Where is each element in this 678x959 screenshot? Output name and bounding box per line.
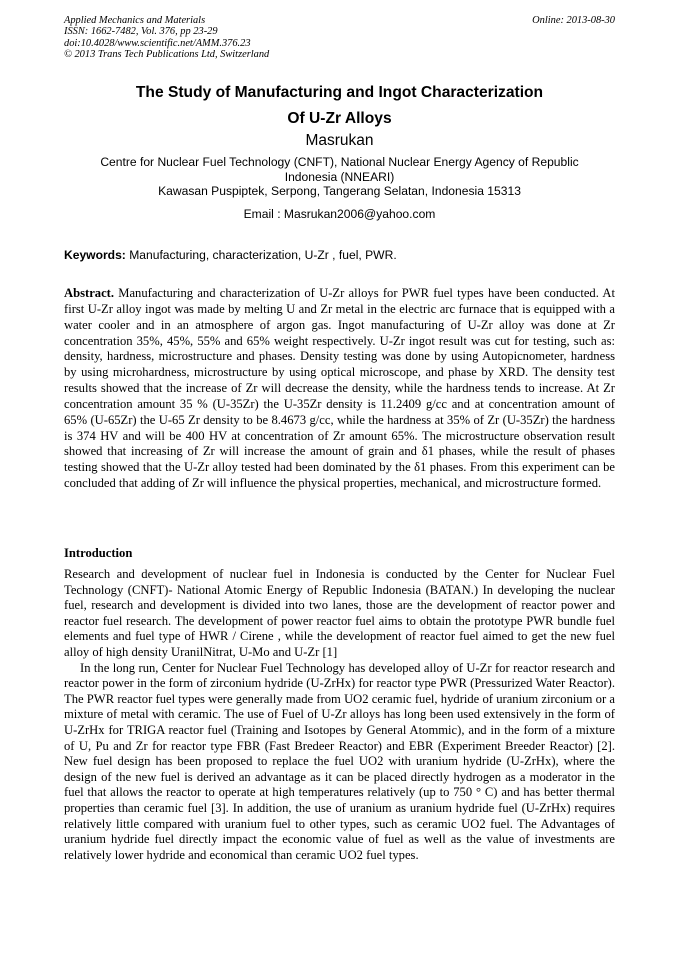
journal-header [64, 15, 615, 61]
section-heading-introduction: Introduction [64, 546, 133, 560]
introduction-body [64, 567, 615, 863]
journal-issn: ISSN: 1662-7482, Vol. 376, pp 23-29 [64, 26, 218, 38]
affiliation-line-1: Centre for Nuclear Fuel Technology (CNFT), National Nuclear Energy Agency of Republic [100, 155, 579, 169]
abstract [64, 286, 615, 492]
keywords [64, 248, 615, 262]
keywords-text: Manufacturing, characterization, U-Zr , fuel, PWR. [125, 248, 397, 262]
paper-title-line-2: Of U-Zr Alloys [287, 110, 392, 127]
author-email: Email : Masrukan2006@yahoo.com [243, 207, 436, 221]
introduction-paragraph-2: In the long run, Center for Nuclear Fuel Technology has developed alloy of U-Zr for reactor research and reactor power in the form of zirconium hydride (U-ZrHx) for reactor type PWR (Pressurized Water Reactor). The PWR reactor fuel types were generally made from UO2 ceramic fuel, hydride of uranium zirconium or a mixture of metal with ceramic. The use of Fuel of U-Zr alloys has long been used extensively in the form of U-ZrHx for TRIGA reactor fuel (Training and Isotopes by General Atommic), and in the form of a mixture of U, Pu and Zr for reactor type FBR (Fast Bredeer Reactor) and EBR (Experiment Breeder Reactor) [2]. New fuel design has been proposed to replace the fuel UO2 with uranium hydride (U-ZrHx), where the design of the new fuel is derived an advantage as it can be placed directly hydrogen as a moderator in the fuel that allows the reactor to operate at high temperatures relatively (up to 750 ° C) and has better thermal properties than ceramic fuel [3]. In addition, the use of uranium as uranium hydride fuel (U-ZrHx) requires relatively little compared with uranium fuel to other types, such as ceramic UO2 fuel. The Advantages of uranium hydride fuel directly impact the economic value of fuel as well as the value of investments are relatively lower hydride and economical than ceramic UO2 fuel types. [64, 660, 615, 862]
author-name: Masrukan [305, 132, 374, 149]
paper-title [64, 80, 615, 132]
keywords-label: Keywords: [64, 248, 126, 262]
journal-doi: doi:10.4028/www.scientific.net/AMM.376.23 [64, 37, 251, 49]
author-affiliation [64, 155, 615, 199]
introduction-paragraph-1: Research and development of nuclear fuel in Indonesia is conducted by the Center for Nuclear Fuel Technology (CNFT)- National Atomic Energy of Republic Indonesia (BATAN.) In developing the nuclear fuel, research and development is divided into two lanes, those are the development of reactor power and reactor fuel research. The development of power reactor fuel aims to obtain the prototype PWR bundle fuel elements and fuel type of HWR / Cirene , while the development of reactor fuel aimed to get the new fuel alloy of high density UranilNitrat, U-Mo and U-Zr [1] [64, 567, 615, 659]
affiliation-line-3: Kawasan Puspiptek, Serpong, Tangerang Selatan, Indonesia 15313 [158, 184, 521, 199]
online-date: Online: 2013-08-30 [532, 15, 615, 26]
abstract-text: Manufacturing and characterization of U-Zr alloys for PWR fuel types have been conducted. At first U-Zr alloy ingot was made by melting U and Zr metal in the electric arc furnace that is equipped with a water cooler and in an atmosphere of argon gas. Ingot manufacturing of U-Zr alloy was done at Zr concentration 35%, 45%, 55% and 65% weight respectively. U-Zr ingot result was cut for testing, such as: density, hardness, microstructure and phases. Density testing was done by using Autopicnometer, hardness by using microhardness, microstructure by using optical microscope, and phase by XRD. The density test results showed that the increase of Zr will decrease the density, while the hardness tends to increase. At Zr concentration amount 35 % (U-35Zr) the U-35Zr density is 11.2409 g/cc and at concentration amount of 65% (U-65Zr) the U-65 Zr density to be 8.4673 g/cc, while the hardness at 35% of Zr (U-35Zr) the hardness is 374 HV and will be 400 HV at concentration of Zr amount 65%. The microstructure observation result showed that increasing of Zr will increase the amount of grain and δ1 phases, while the result of phases testing showed that the U-Zr alloy tested had been dominated by the δ1 phases. From this experiment can be concluded that adding of Zr will influence the physical properties, mechanical, and microstructure formed. [64, 286, 615, 491]
abstract-label: Abstract. [64, 286, 115, 300]
journal-name: Applied Mechanics and Materials [64, 15, 206, 26]
paper-title-line-1: The Study of Manufacturing and Ingot Characterization [135, 84, 544, 101]
journal-copyright: © 2013 Trans Tech Publications Ltd, Switzerland [64, 49, 270, 61]
affiliation-line-2: Indonesia (NNEARI) [284, 169, 395, 184]
